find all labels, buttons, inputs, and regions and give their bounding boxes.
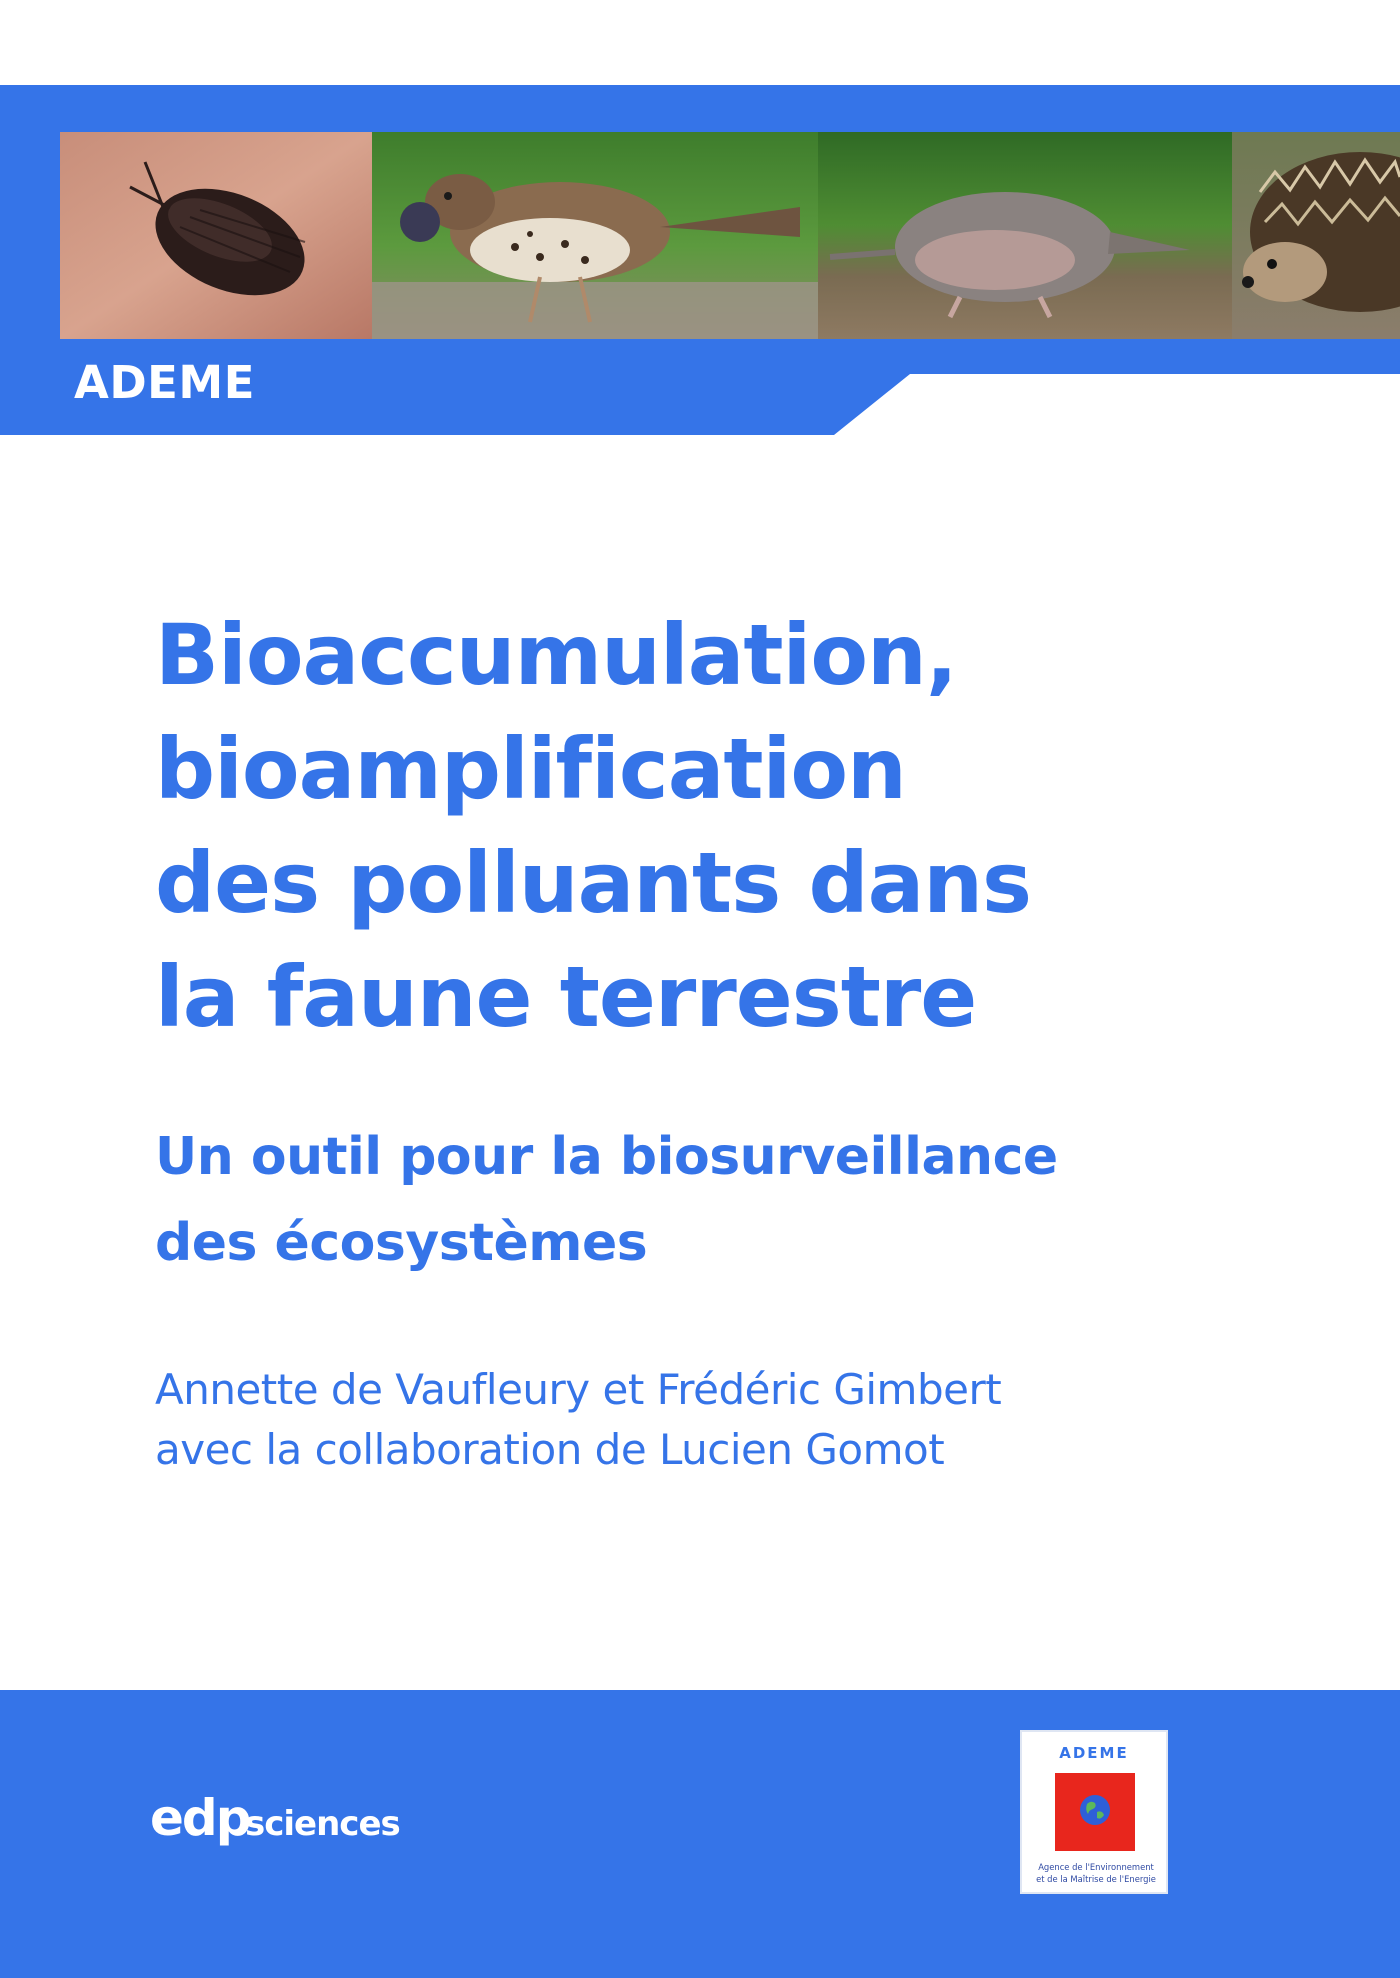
- book-subtitle: [155, 1114, 1335, 1286]
- series-label: ADEME: [74, 356, 255, 409]
- ademe-logo: [1020, 1730, 1168, 1894]
- title-line: bioamplification: [155, 720, 906, 818]
- ademe-logo-name: ADEME: [1059, 1744, 1129, 1762]
- book-authors: [155, 1360, 1335, 1480]
- title-line: Bioaccumulation,: [155, 606, 957, 704]
- publisher-word: sciences: [245, 1804, 400, 1844]
- title-line: des polluants dans: [155, 834, 1032, 932]
- globe-icon: [1079, 1794, 1111, 1826]
- book-title: [155, 598, 1335, 1054]
- ademe-caption-line: Agence de l'Environnement: [1038, 1862, 1154, 1872]
- shrew-photo: [818, 132, 1232, 339]
- subtitle-line: Un outil pour la biosurveillance: [155, 1127, 1058, 1187]
- subtitle-line: des écosystèmes: [155, 1213, 648, 1273]
- photo-strip: [60, 132, 1400, 339]
- publisher-logo: [150, 1780, 410, 1870]
- woodlouse-photo: [60, 132, 372, 339]
- title-line: la faune terrestre: [155, 948, 977, 1046]
- ademe-logo-square: [1055, 1773, 1135, 1851]
- hedgehog-photo: [1232, 132, 1400, 339]
- ademe-caption-line: et de la Maîtrise de l'Energie: [1036, 1874, 1156, 1884]
- thrush-photo: [372, 132, 818, 339]
- publisher-mark: edp: [150, 1789, 250, 1847]
- authors-line: avec la collaboration de Lucien Gomot: [155, 1425, 945, 1474]
- ademe-logo-caption: [1026, 1861, 1166, 1885]
- authors-line: Annette de Vaufleury et Frédéric Gimbert: [155, 1365, 1002, 1414]
